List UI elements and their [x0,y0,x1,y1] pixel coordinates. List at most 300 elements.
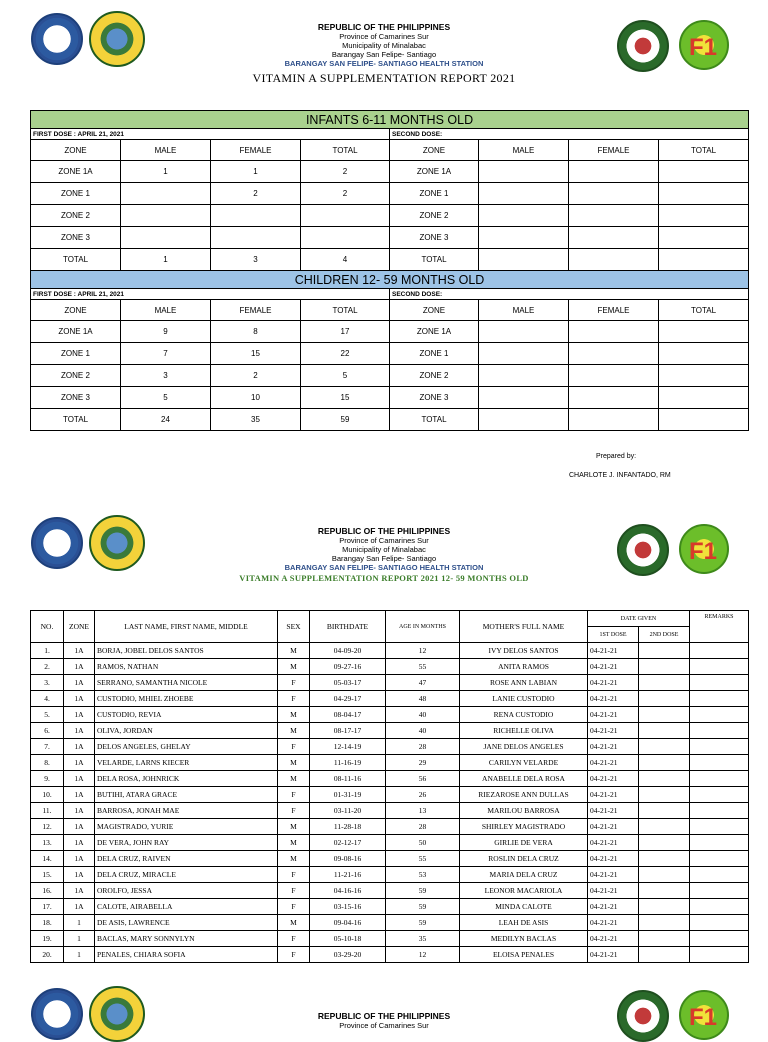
prepared-by-label: Prepared by: [596,453,637,460]
universal-health-care-logo-icon: F1 [679,524,729,574]
roster-cell: 02-12-17 [310,835,386,851]
column-header: MALE [121,140,211,161]
roster-cell: 1A [64,819,95,835]
roster-cell [690,819,749,835]
roster-cell: 09-08-16 [310,851,386,867]
first-dose-label: FIRST DOSE : APRIL 21, 2021 [31,289,390,300]
roster-cell: F [278,675,310,691]
roster-cell: 11-21-16 [310,867,386,883]
col-name: LAST NAME, FIRST NAME, MIDDLE [95,611,278,643]
first-dose-label: FIRST DOSE : APRIL 21, 2021 [31,129,390,140]
roster-cell: 03-29-20 [310,947,386,963]
roster-cell: 14. [31,851,64,867]
column-header: ZONE [390,300,479,321]
roster-cell: F [278,803,310,819]
table-row [31,819,749,835]
summary-cell [479,183,569,205]
roster-cell: IVY DELOS SANTOS [460,643,588,659]
summary-cell: 2 [301,161,390,183]
roster-cell: 1A [64,867,95,883]
roster-cell: 3. [31,675,64,691]
summary-cell: 2 [301,183,390,205]
summary-cell: ZONE 1A [390,321,479,343]
summary-cell [659,161,749,183]
roster-cell [690,707,749,723]
roster-cell: 55 [386,851,460,867]
table-row [31,659,749,675]
roster-cell: F [278,787,310,803]
roster-cell: RENA CUSTODIO [460,707,588,723]
roster-cell: 11-28-18 [310,819,386,835]
col-date-given: DATE GIVEN [588,611,690,627]
summary-cell: ZONE 3 [31,387,121,409]
roster-cell [639,803,690,819]
roster-cell: ROSLIN DELA CRUZ [460,851,588,867]
page-header [0,22,768,86]
roster-cell: 04-21-21 [588,739,639,755]
column-header: MALE [479,300,569,321]
roster-cell: 1A [64,787,95,803]
roster-cell: JANE DELOS ANGELES [460,739,588,755]
summary-cell [659,183,749,205]
col-zone: ZONE [64,611,95,643]
roster-cell [690,803,749,819]
roster-cell: OLIVA, JORDAN [95,723,278,739]
roster-cell: LEONOR MACARIOLA [460,883,588,899]
barangay-line: Barangay San Felipe- Santiago [331,50,437,59]
roster-cell: BACLAS, MARY SONNYLYN [95,931,278,947]
roster-cell: 04-21-21 [588,931,639,947]
republic-line: REPUBLIC OF THE PHILIPPINES [317,22,451,32]
roster-cell: 1A [64,691,95,707]
table-row [31,739,749,755]
col-no: NO. [31,611,64,643]
summary-cell [569,183,659,205]
roster-cell: 04-21-21 [588,803,639,819]
preparer-name: CHARLOTE J. INFANTADO, RM [569,472,671,479]
summary-cell [659,387,749,409]
table-row [31,691,749,707]
roster-cell [690,643,749,659]
roster-cell: DELA CRUZ, MIRACLE [95,867,278,883]
roster-cell: 59 [386,915,460,931]
roster-cell: 1A [64,739,95,755]
roster-cell: 08-11-16 [310,771,386,787]
summary-cell [659,409,749,431]
roster-cell [639,707,690,723]
column-header: MALE [121,300,211,321]
summary-cell [121,205,211,227]
summary-cell: TOTAL [390,249,479,271]
second-dose-label: SECOND DOSE: [390,129,749,140]
republic-line: REPUBLIC OF THE PHILIPPINES [317,1011,451,1021]
column-header: FEMALE [569,140,659,161]
summary-cell [569,387,659,409]
roster-cell [639,771,690,787]
roster-cell: F [278,691,310,707]
column-header: TOTAL [659,300,749,321]
roster-cell: 19. [31,931,64,947]
roster-cell: 1A [64,659,95,675]
barangay-line: Barangay San Felipe- Santiago [331,554,437,563]
roster-cell [690,787,749,803]
roster-cell: 28 [386,739,460,755]
roster-cell: 12 [386,643,460,659]
summary-cell: 2 [211,183,301,205]
table-row [31,803,749,819]
summary-cell: 35 [211,409,301,431]
summary-cell: 3 [211,249,301,271]
summary-cell [659,343,749,365]
column-header: TOTAL [301,140,390,161]
roster-cell: 09-04-16 [310,915,386,931]
summary-cell: ZONE 3 [390,227,479,249]
summary-cell [301,227,390,249]
roster-cell: LANIE CUSTODIO [460,691,588,707]
roster-cell [690,867,749,883]
roster-cell: 7. [31,739,64,755]
roster-cell: 1A [64,755,95,771]
province-line: Province of Camarines Sur [339,1021,429,1030]
roster-cell: 1A [64,707,95,723]
roster-cell: SERRANO, SAMANTHA NICOLE [95,675,278,691]
universal-health-care-logo-icon: F1 [679,20,729,70]
summary-cell: 4 [301,249,390,271]
roster-cell: 1A [64,899,95,915]
roster-cell: CARILYN VELARDE [460,755,588,771]
roster-cell: LEAH DE ASIS [460,915,588,931]
summary-cell: ZONE 1A [31,161,121,183]
summary-cell [211,205,301,227]
summary-cell [569,321,659,343]
roster-cell: CUSTODIO, REVIA [95,707,278,723]
roster-cell: VELARDE, LARNS KIECER [95,755,278,771]
summary-cell [479,249,569,271]
roster-cell: BUTIHI, ATARA GRACE [95,787,278,803]
summary-cell [659,249,749,271]
roster-cell: 1A [64,851,95,867]
column-header: ZONE [31,140,121,161]
summary-cell: 5 [121,387,211,409]
roster-cell: GIRLIE DE VERA [460,835,588,851]
table-row [31,755,749,771]
roster-cell: ANITA RAMOS [460,659,588,675]
table-row [31,707,749,723]
roster-cell: BORJA, JOBEL DELOS SANTOS [95,643,278,659]
health-station-line: BARANGAY SAN FELIPE- SANTIAGO HEALTH STATION [284,59,484,68]
roster-cell: MEDILYN BACLAS [460,931,588,947]
roster-cell: M [278,835,310,851]
table-row [31,915,749,931]
summary-cell [479,161,569,183]
municipality-line: Municipality of Minalabac [342,41,426,50]
roster-cell: 04-21-21 [588,915,639,931]
roster-cell: 2. [31,659,64,675]
summary-cell [479,205,569,227]
summary-cell: 5 [301,365,390,387]
roster-cell: 40 [386,723,460,739]
column-header: FEMALE [211,140,301,161]
col-mother: MOTHER'S FULL NAME [460,611,588,643]
table-row [31,867,749,883]
roster-cell: BARROSA, JONAH MAE [95,803,278,819]
summary-cell: ZONE 3 [390,387,479,409]
roster-cell: DE VERA, JOHN RAY [95,835,278,851]
roster-cell [690,675,749,691]
summary-cell [479,365,569,387]
roster-cell: 15. [31,867,64,883]
roster-cell: 04-21-21 [588,947,639,963]
summary-cell: 15 [211,343,301,365]
roster-cell [690,915,749,931]
summary-cell: ZONE 1A [390,161,479,183]
summary-cell [479,409,569,431]
roster-cell: 55 [386,659,460,675]
roster-cell: 1A [64,803,95,819]
summary-cell: ZONE 1 [31,183,121,205]
roster-cell: 11-16-19 [310,755,386,771]
roster-cell: 18. [31,915,64,931]
roster-cell: 03-15-16 [310,899,386,915]
roster-cell [639,851,690,867]
summary-cell: ZONE 2 [390,205,479,227]
roster-cell: DELA CRUZ, RAIVEN [95,851,278,867]
table-row [31,675,749,691]
roster-cell [639,867,690,883]
column-header: TOTAL [301,300,390,321]
column-header: ZONE [31,300,121,321]
roster-cell: 04-09-20 [310,643,386,659]
summary-cell: 24 [121,409,211,431]
summary-cell: 1 [211,161,301,183]
summary-cell [569,227,659,249]
roster-cell: F [278,947,310,963]
roster-cell: SHIRLEY MAGISTRADO [460,819,588,835]
roster-cell: 13. [31,835,64,851]
roster-cell: 04-21-21 [588,659,639,675]
summary-cell [569,343,659,365]
roster-cell: 48 [386,691,460,707]
roster-cell: 04-21-21 [588,899,639,915]
summary-cell [569,205,659,227]
summary-cell: ZONE 1 [390,343,479,365]
roster-cell: 1 [64,931,95,947]
roster-cell: 1. [31,643,64,659]
roster-cell: 04-21-21 [588,691,639,707]
roster-cell: 4. [31,691,64,707]
roster-cell: 1A [64,883,95,899]
roster-cell: 04-21-21 [588,723,639,739]
summary-cell: ZONE 3 [31,227,121,249]
roster-cell: 12 [386,947,460,963]
roster-cell: ELOISA PENALES [460,947,588,963]
roster-cell: 16. [31,883,64,899]
roster-cell: 13 [386,803,460,819]
summary-cell: 10 [211,387,301,409]
summary-cell: 3 [121,365,211,387]
roster-cell [639,931,690,947]
roster-cell: 04-21-21 [588,835,639,851]
column-header: FEMALE [211,300,301,321]
roster-cell [690,883,749,899]
roster-cell: M [278,723,310,739]
col-dose1: 1ST DOSE [588,627,639,643]
roster-cell: M [278,851,310,867]
roster-cell [690,691,749,707]
roster-cell: M [278,915,310,931]
roster-cell [690,899,749,915]
roster-cell: 47 [386,675,460,691]
roster-cell: 04-21-21 [588,707,639,723]
roster-cell [639,659,690,675]
summary-cell: 59 [301,409,390,431]
roster-cell: M [278,643,310,659]
roster-cell: M [278,707,310,723]
roster-cell: ANABELLE DELA ROSA [460,771,588,787]
summary-cell [121,227,211,249]
roster-cell: F [278,899,310,915]
roster-table [30,610,749,963]
roster-cell: M [278,819,310,835]
roster-cell: M [278,755,310,771]
roster-cell: MARILOU BARROSA [460,803,588,819]
roster-cell [639,643,690,659]
section-title: CHILDREN 12- 59 MONTHS OLD [31,271,749,289]
page-header-2 [0,526,768,583]
roster-cell: 04-21-21 [588,787,639,803]
roster-cell: 11. [31,803,64,819]
roster-cell: 1A [64,835,95,851]
roster-cell: M [278,659,310,675]
roster-cell: 35 [386,931,460,947]
column-header: FEMALE [569,300,659,321]
roster-cell: 1A [64,771,95,787]
roster-cell: 04-16-16 [310,883,386,899]
roster-cell [690,659,749,675]
roster-cell [639,947,690,963]
summary-cell: TOTAL [31,409,121,431]
roster-cell: 04-21-21 [588,819,639,835]
province-line: Province of Camarines Sur [339,536,429,545]
universal-health-care-logo-icon: F1 [679,990,729,1040]
roster-cell: 08-17-17 [310,723,386,739]
table-row [31,723,749,739]
roster-cell: 04-21-21 [588,755,639,771]
summary-cell: ZONE 1 [390,183,479,205]
table-row [31,947,749,963]
roster-cell: DELOS ANGELES, GHELAY [95,739,278,755]
table-row [31,835,749,851]
roster-cell [690,835,749,851]
roster-cell [639,915,690,931]
roster-cell: 04-21-21 [588,643,639,659]
summary-cell [479,387,569,409]
summary-cell: 8 [211,321,301,343]
roster-cell: 56 [386,771,460,787]
health-station-line: BARANGAY SAN FELIPE- SANTIAGO HEALTH STATION [284,563,484,572]
summary-cell: 22 [301,343,390,365]
roster-cell: 04-21-21 [588,851,639,867]
roster-cell: 53 [386,867,460,883]
roster-cell: RICHELLE OLIVA [460,723,588,739]
roster-cell: CALOTE, AIRABELLA [95,899,278,915]
roster-cell: 04-29-17 [310,691,386,707]
roster-cell: 26 [386,787,460,803]
second-dose-label: SECOND DOSE: [390,289,749,300]
roster-cell: DE ASIS, LAWRENCE [95,915,278,931]
municipality-line: Municipality of Minalabac [342,545,426,554]
summary-cell: ZONE 1A [31,321,121,343]
summary-cell: TOTAL [31,249,121,271]
roster-cell: 04-21-21 [588,883,639,899]
summary-cell: 9 [121,321,211,343]
summary-cell [569,365,659,387]
table-row [31,787,749,803]
roster-cell [639,899,690,915]
table-row [31,643,749,659]
roster-cell [639,787,690,803]
roster-cell: 12. [31,819,64,835]
roster-cell [639,835,690,851]
roster-cell: PENALES, CHIARA SOFIA [95,947,278,963]
roster-cell: 05-03-17 [310,675,386,691]
roster-cell: 1A [64,643,95,659]
summary-cell: ZONE 2 [31,205,121,227]
roster-cell: M [278,771,310,787]
roster-cell [690,771,749,787]
roster-cell: 29 [386,755,460,771]
roster-cell: F [278,739,310,755]
summary-table [30,110,749,431]
roster-cell: 40 [386,707,460,723]
summary-cell [121,183,211,205]
roster-cell: 10. [31,787,64,803]
roster-cell: CUSTODIO, MHIEL ZHOEBE [95,691,278,707]
summary-cell [569,161,659,183]
table-row [31,883,749,899]
roster-cell [639,819,690,835]
roster-cell: 04-21-21 [588,867,639,883]
roster-cell: 17. [31,899,64,915]
roster-cell: F [278,883,310,899]
roster-cell [690,755,749,771]
column-header: MALE [479,140,569,161]
roster-cell: 59 [386,883,460,899]
roster-cell: 1A [64,723,95,739]
col-age: AGE IN MONTHS [386,611,460,643]
summary-cell [659,321,749,343]
roster-cell: MARIA DELA CRUZ [460,867,588,883]
roster-cell [690,931,749,947]
roster-cell: 6. [31,723,64,739]
summary-cell: TOTAL [390,409,479,431]
roster-cell: RAMOS, NATHAN [95,659,278,675]
section-title: INFANTS 6-11 MONTHS OLD [31,111,749,129]
report-title: VITAMIN A SUPPLEMENTATION REPORT 2021 [252,71,516,85]
roster-cell: OROLFO, JESSA [95,883,278,899]
roster-cell [639,755,690,771]
roster-cell: 03-11-20 [310,803,386,819]
roster-cell: MINDA CALOTE [460,899,588,915]
roster-cell: 08-04-17 [310,707,386,723]
roster-cell: 04-21-21 [588,675,639,691]
summary-cell [479,343,569,365]
table-row [31,931,749,947]
province-line: Province of Camarines Sur [339,32,429,41]
col-dose2: 2ND DOSE [639,627,690,643]
roster-cell: 1A [64,675,95,691]
roster-cell [690,851,749,867]
